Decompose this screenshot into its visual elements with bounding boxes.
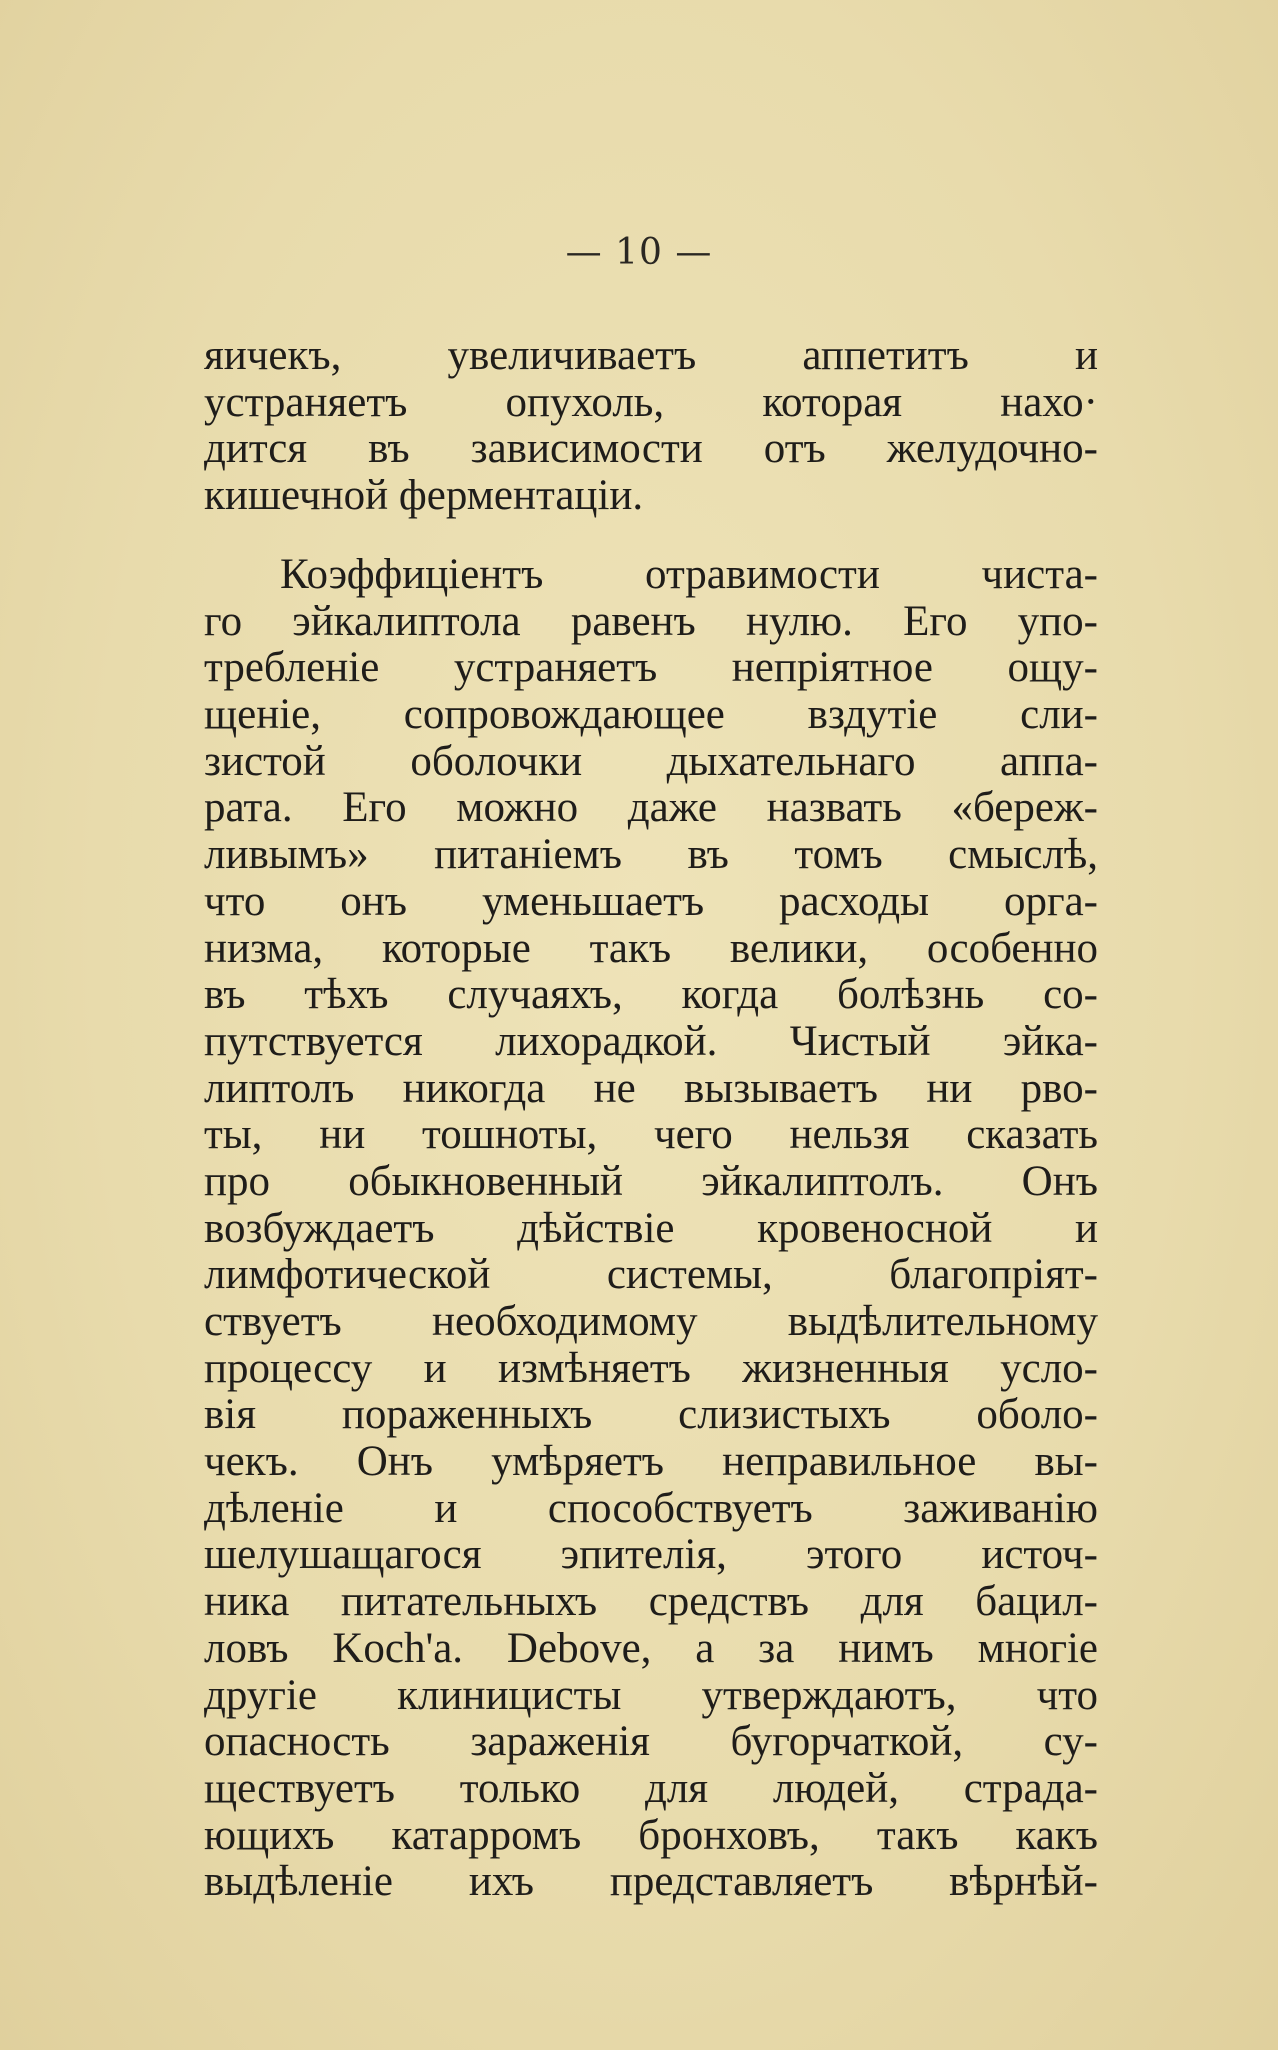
text-line: опасность зараженія бугорчаткой, су- xyxy=(204,1719,1098,1766)
text-line: вія пораженныхъ слизистыхъ оболо- xyxy=(204,1392,1098,1439)
paragraph-2 xyxy=(204,552,1098,1906)
text-line: рата. Его можно даже назвать «береж- xyxy=(204,785,1098,832)
text-line: выдѣленіе ихъ представляетъ вѣрнѣй- xyxy=(204,1859,1098,1906)
page-number: — 10 — xyxy=(565,232,713,273)
text-line: зистой оболочки дыхательнаго аппа- xyxy=(204,738,1098,785)
text-line: устраняетъ опухоль, которая нахо· xyxy=(204,379,1098,426)
text-line: другіе клиницисты утверждаютъ, что xyxy=(204,1672,1098,1719)
text-line: ствуетъ необходимому выдѣлительному xyxy=(204,1299,1098,1345)
text-line: ливымъ» питаніемъ въ томъ смыслѣ, xyxy=(204,832,1098,879)
text-line: дится въ зависимости отъ желудочно- xyxy=(204,426,1098,473)
text-line: кишечной ферментаціи. xyxy=(204,473,644,520)
text-line: что онъ уменьшаетъ расходы орга- xyxy=(204,878,1098,925)
text-line: процессу и измѣняетъ жизненныя усло- xyxy=(204,1345,1098,1392)
text-line: въ тѣхъ случаяхъ, когда болѣзнь со- xyxy=(204,972,1098,1019)
paragraph-1 xyxy=(204,333,1098,520)
text-line: Коэффиціентъ отравимости чиста- xyxy=(280,552,1098,598)
text-line: щеніе, сопровождающее вздутіе сли- xyxy=(204,692,1098,739)
text-line: го эйкалиптола равенъ нулю. Его упо- xyxy=(204,598,1098,645)
text-line: яичекъ, увеличиваетъ аппетитъ и xyxy=(204,333,1098,379)
text-line: возбуждаетъ дѣйствіе кровеносной и xyxy=(204,1205,1098,1252)
text-line: лимфотической системы, благопріят- xyxy=(204,1252,1098,1299)
text-line: ловъ Koch'a. Debove, а за нимъ многіе xyxy=(204,1625,1098,1672)
text-line: ника питательныхъ средствъ для бацил- xyxy=(204,1579,1098,1626)
text-line: требленіе устраняетъ непріятное ощу- xyxy=(204,645,1098,692)
text-line: дѣленіе и способствуетъ заживанію xyxy=(204,1485,1098,1532)
text-line: низма, которые такъ велики, особенно xyxy=(204,925,1098,972)
text-line: ты, ни тошноты, чего нельзя сказать xyxy=(204,1112,1098,1159)
text-line: ществуетъ только для людей, страда- xyxy=(204,1765,1098,1812)
text-line: чекъ. Онъ умѣряетъ неправильное вы- xyxy=(204,1439,1098,1486)
text-line: ющихъ катарромъ бронховъ, такъ какъ xyxy=(204,1812,1098,1859)
text-line: про обыкновенный эйкалиптолъ. Онъ xyxy=(204,1158,1098,1205)
text-line: липтолъ никогда не вызываетъ ни рво- xyxy=(204,1065,1098,1112)
text-line: шелушащагося эпителія, этого источ- xyxy=(204,1532,1098,1579)
text-line: путствуется лихорадкой. Чистый эйка- xyxy=(204,1018,1098,1065)
